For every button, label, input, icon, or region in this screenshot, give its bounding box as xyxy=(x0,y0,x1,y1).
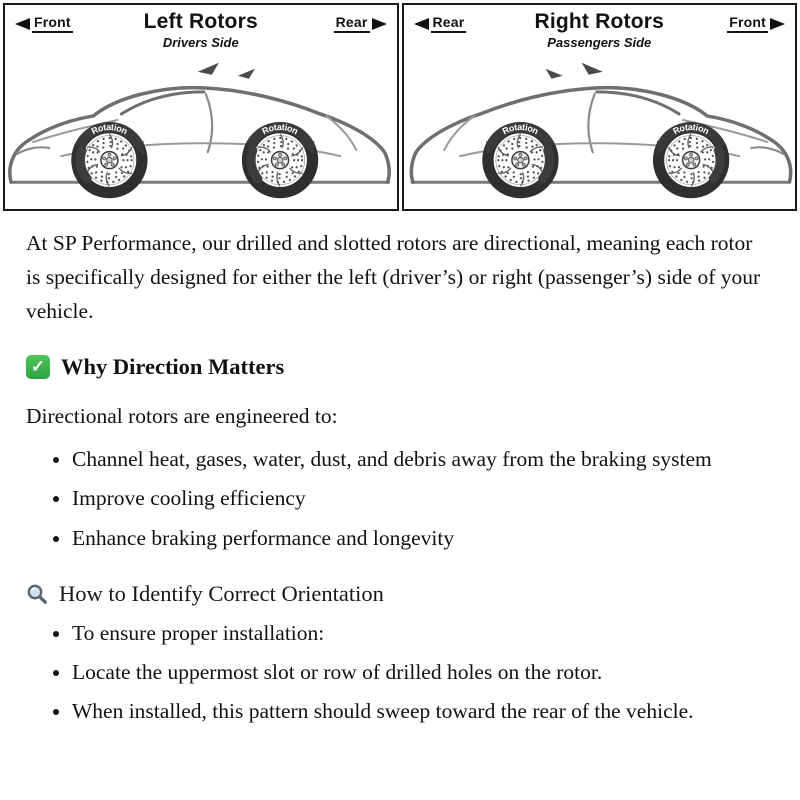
arrow-left-icon xyxy=(15,18,30,30)
list-item: • When installed, this pattern should sweep toward the rear of the vehicle. xyxy=(72,695,768,727)
rear-direction-indicator xyxy=(334,14,387,33)
rotation-label: Rotation xyxy=(89,122,130,137)
direction-label: Front xyxy=(727,14,768,33)
list-item: • Enhance braking performance and longevity xyxy=(72,522,768,554)
direction-label: Front xyxy=(32,14,73,33)
left-rotors-panel xyxy=(3,3,399,211)
lead-paragraph: Directional rotors are engineered to: xyxy=(26,403,338,428)
benefits-list xyxy=(26,443,768,554)
list-item: • Locate the uppermost slot or row of drilled holes on the rotor. xyxy=(72,656,768,688)
direction-label: Rear xyxy=(334,14,370,33)
article-body xyxy=(0,211,800,728)
orientation-steps-list xyxy=(26,617,768,728)
list-item: • Channel heat, gases, water, dust, and debris away from the braking system xyxy=(72,443,768,475)
section-heading-why-direction-matters xyxy=(26,354,772,380)
front-direction-indicator xyxy=(15,14,73,33)
arrow-right-icon xyxy=(372,18,387,30)
panel-title: Right Rotors xyxy=(534,10,665,33)
rotation-label: Rotation xyxy=(260,122,300,137)
panel-subtitle: Passengers Side xyxy=(547,35,652,50)
left-panel-header xyxy=(5,5,397,49)
section-title: How to Identify Correct Orientation xyxy=(59,580,384,606)
arrow-right-icon xyxy=(770,18,785,30)
front-direction-indicator xyxy=(727,14,785,33)
rotor-direction-diagram xyxy=(0,0,800,211)
direction-label: Rear xyxy=(431,14,467,33)
rotation-label: Rotation xyxy=(500,122,540,137)
rotation-label: Rotation xyxy=(670,122,711,137)
right-car-illustration xyxy=(404,49,796,207)
rear-direction-indicator xyxy=(414,14,467,33)
list-item: • To ensure proper installation: xyxy=(72,617,768,649)
section-heading-identify-orientation xyxy=(26,581,772,607)
intro-paragraph: At SP Performance, our drilled and slotted rotors are directional, meaning each rotor is specifically designed for either the left (driver’s) or right (passenger’s) side of your vehicle. xyxy=(26,231,761,323)
panel-subtitle: Drivers Side xyxy=(162,35,239,50)
left-car-illustration xyxy=(5,49,397,207)
right-panel-header xyxy=(404,5,796,49)
arrow-left-icon xyxy=(414,18,429,30)
section-title: Why Direction Matters xyxy=(61,353,285,379)
right-rotors-panel xyxy=(402,3,798,211)
check-icon: ✓ xyxy=(26,355,50,379)
magnifier-icon xyxy=(26,583,48,605)
list-item: • Improve cooling efficiency xyxy=(72,482,768,514)
panel-title: Left Rotors xyxy=(143,10,258,33)
